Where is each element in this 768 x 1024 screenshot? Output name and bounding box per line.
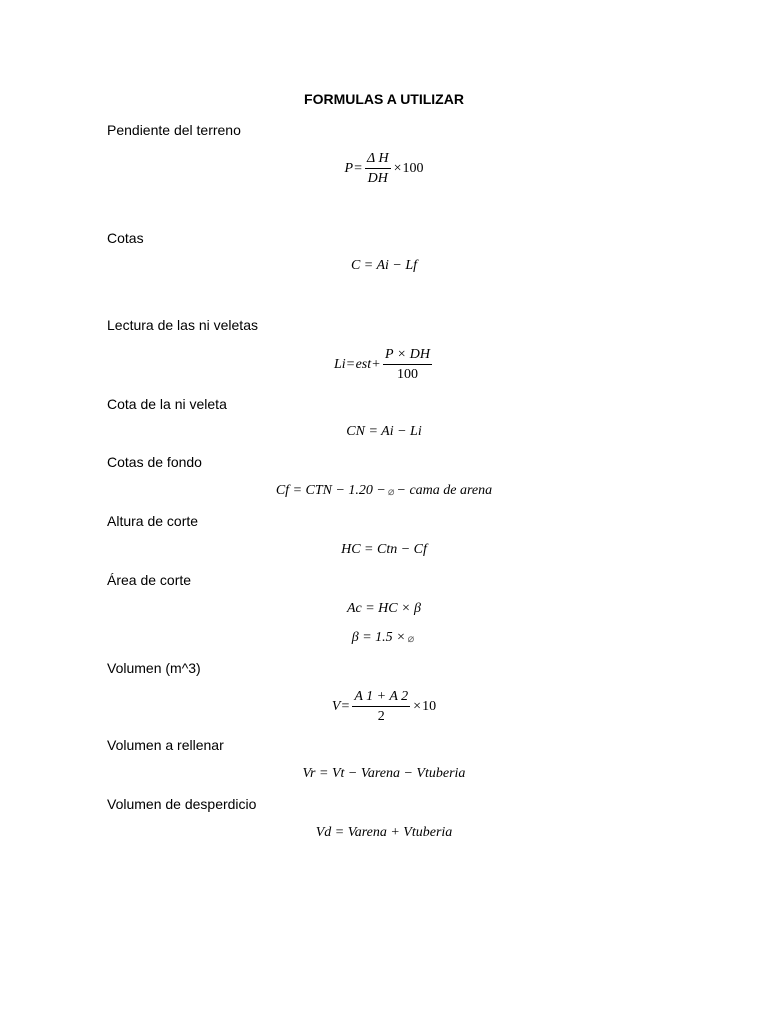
formula-pendiente-factor: 100 — [402, 160, 424, 176]
formula-volumen-numerator: A 1 + A 2 — [352, 688, 410, 707]
formula-cotas: C = Ai − Lf — [350, 258, 418, 273]
label-volumen-desperdicio: Volumen de desperdicio — [107, 796, 257, 812]
page-title: FORMULAS A UTILIZAR — [304, 91, 464, 107]
label-cotas-fondo: Cotas de fondo — [107, 454, 202, 470]
label-cotas: Cotas — [107, 230, 144, 246]
formula-lectura-denominator: 100 — [397, 367, 419, 382]
formula-volumen-eq: = — [341, 698, 350, 714]
formula-cotas-fondo-part1: Cf = CTN − 1.20 − — [275, 483, 386, 498]
formula-volumen — [0, 688, 768, 725]
diameter-icon: ⌀ — [387, 485, 395, 498]
formula-lectura-numerator: P × DH — [383, 346, 432, 365]
formula-area-1: Ac = HC × β — [346, 601, 422, 616]
label-area: Área de corte — [107, 572, 192, 588]
formula-volumen-desperdicio: Vd = Varena + Vtuberia — [315, 825, 453, 840]
label-lectura: Lectura de las ni veletas — [107, 317, 258, 333]
formula-lectura-a: est — [355, 356, 372, 372]
formula-volumen-times: × — [413, 698, 422, 714]
formula-cota-niveleta: CN = Ai − Li — [346, 424, 422, 439]
formula-pendiente-fraction — [365, 150, 391, 187]
formula-altura: HC = Ctn − Cf — [341, 542, 427, 557]
label-volumen-rellenar: Volumen a rellenar — [107, 737, 224, 753]
formula-cotas-fondo — [0, 483, 768, 499]
formula-area-2 — [0, 630, 768, 646]
formula-cotas-fondo-part2: − cama de arena — [396, 483, 493, 498]
formula-volumen-denominator: 2 — [377, 709, 385, 724]
formula-volumen-fraction — [352, 688, 410, 725]
label-volumen: Volumen (m^3) — [107, 660, 201, 676]
formula-lectura-lhs: Li — [333, 356, 346, 372]
formula-area-2-text: β = 1.5 × — [351, 630, 406, 645]
formula-pendiente-lhs: P — [344, 160, 354, 176]
formula-pendiente-times: × — [393, 160, 402, 176]
label-pendiente: Pendiente del terreno — [107, 122, 241, 138]
formula-volumen-rellenar: Vr = Vt − Varena − Vtuberia — [302, 766, 466, 781]
label-cota-niveleta: Cota de la ni veleta — [107, 396, 227, 412]
formula-pendiente-numerator: Δ H — [365, 150, 391, 169]
formula-pendiente-eq: = — [354, 160, 362, 176]
formula-pendiente — [0, 150, 768, 187]
formula-lectura-eq: = — [346, 356, 355, 372]
formula-pendiente-denominator: DH — [367, 171, 388, 186]
formula-lectura-plus: + — [372, 356, 381, 372]
formula-volumen-factor: 10 — [422, 698, 437, 714]
formula-volumen-lhs: V — [331, 698, 341, 714]
label-altura: Altura de corte — [107, 513, 199, 529]
formula-lectura-fraction — [383, 346, 432, 383]
diameter-icon: ⌀ — [407, 632, 415, 645]
formula-lectura — [0, 346, 768, 383]
